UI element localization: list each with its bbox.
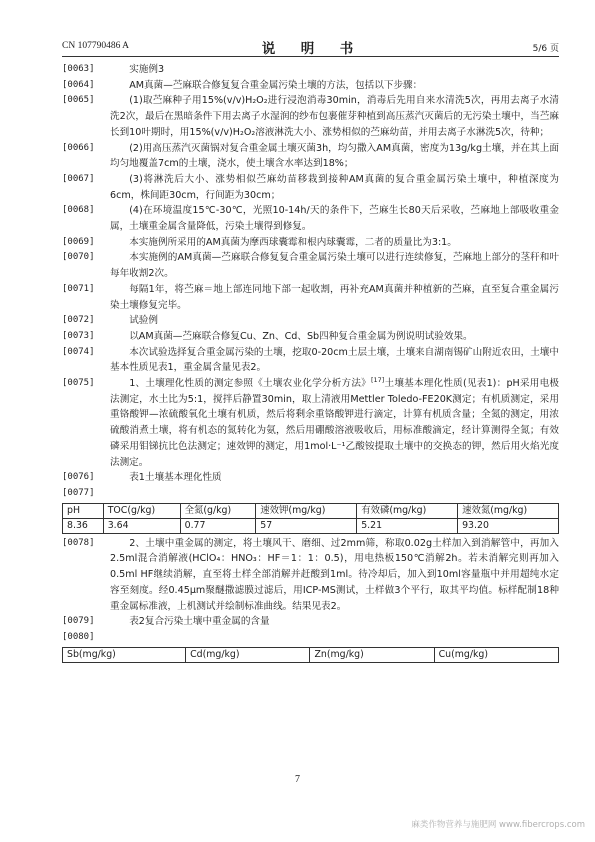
paragraph-number: [0070] — [62, 252, 95, 263]
table-header-cell: pH — [63, 503, 104, 518]
paragraph-text-part: 1、土壤理化性质的测定参照《土壤农业化学分析方法》 — [129, 378, 371, 390]
patent-number: CN 107790486 A — [62, 41, 130, 51]
page-number: 7 — [295, 774, 300, 785]
paragraph-number: [0071] — [62, 283, 95, 294]
table-value-cell: 8.36 — [63, 518, 104, 533]
paragraph — [62, 203, 559, 234]
paragraph-text: 本实施例的AM真菌—苎麻联合修复复合重金属污染土壤可以进行连续修复，苎麻地上部分的茎秆和叶每年收割2次。 — [110, 252, 559, 280]
table-header-cell: Zn(mg/kg) — [310, 647, 434, 662]
paragraph-text — [110, 486, 559, 502]
paragraph-text: (1)取苎麻种子用15%(v/v)H₂O₂进行浸泡消毒30min，消毒后先用自来水清洗5次，再用去离子水清洗2次，最后在黑暗条件下用去离子水湿润的纱布包裹催芽种植到高压蒸汽灭菌后的无污染土壤中，当苎麻长到10叶期时，用15%(v/v)H₂O₂溶液淋洗大小、涨势相似的苎麻幼苗，并用去离子水淋洗5次，待种； — [110, 95, 559, 138]
paragraph-number: [0079] — [62, 616, 95, 627]
paragraph-number: [0073] — [62, 330, 95, 341]
paragraph — [62, 282, 559, 313]
paragraph-number: [0065] — [62, 95, 95, 106]
paragraph — [62, 141, 559, 172]
paragraph-text: 每隔1年，将苎麻＝地上部连同地下部一起收割，再补充AM真菌并种植新的苎麻，直至复合重金属污染土壤修复完毕。 — [110, 283, 559, 311]
paragraph — [62, 93, 559, 140]
paragraph — [62, 376, 559, 470]
paragraph-text: AM真菌—苎麻联合修复复合重金属污染土壤的方法，包括以下步骤： — [129, 79, 423, 91]
paragraph-number: [0064] — [62, 79, 95, 90]
table-value-cell: 5.21 — [357, 518, 458, 533]
paragraph-number: [0074] — [62, 346, 95, 357]
paragraph-number: [0067] — [62, 173, 95, 184]
citation-ref: [17] — [370, 375, 385, 384]
paragraph-text-part: 土壤基本理化性质(见表1)：pH采用电极法测定，水土比为5:1，搅拌后静置30min，取上清液用Mettler Toledo-FE20K测定；有机质测定，采用重铬酸钾—浓硫酸氧化土壤有机质，然后将剩余重铬酸钾进行滴定，计算有机质含量；全氮的测定，用浓硫酸消煮土壤，将有机态的氮转化为氨，然后用硼酸溶液吸收后，用标准酸滴定，经计算测得全氮；有效磷采用钼锑抗比色法测定；速效钾的测定，用1mol·L⁻¹乙酸铵提取土壤中的交换态的钾，然后用火焰光度法测定。 — [110, 378, 559, 468]
paragraph-number: [0069] — [62, 236, 95, 247]
table-1-wrapper — [62, 503, 559, 534]
header-rule — [62, 56, 559, 57]
paragraph-text: 实施例3 — [129, 64, 165, 75]
paragraph-number: [0075] — [62, 378, 95, 389]
table-header-cell: Sb(mg/kg) — [63, 647, 186, 662]
paragraph-text: 以AM真菌—苎麻联合修复Cu、Zn、Cd、Sb四种复合重金属为例说明试验效果。 — [129, 330, 473, 342]
paragraph-number: [0078] — [62, 537, 95, 548]
paragraph-number: [0063] — [62, 64, 95, 74]
paragraph — [62, 486, 559, 502]
paragraph-text: 2、土壤中重金属的测定，将土壤风干、磨细、过2mm筛，称取0.02g土样加入到消解管中，再加入2.5ml混合消解液(HClO₄：HNO₃：HF＝1：1：0.5)，用电热板150℃消解2h。若未消解完则再加入0.5ml HF继续消解，直至将土样全部消解并赶酸到1ml。待冷却后，加入到10ml容量瓶中并用超纯水定容至刻度。经0.45μm聚醚撒滤膜过滤后，用ICP-MS测试，土样做3个平行，取其平均值。标样配制18种重金属标准液，上机测试并绘制标准曲线。结果见表2。 — [110, 537, 559, 612]
paragraph-text: 本实施例所采用的AM真菌为摩西球囊霉和根内球囊霉，二者的质量比为3:1。 — [129, 236, 457, 248]
paragraph — [62, 470, 559, 486]
paragraph-text — [110, 630, 559, 646]
paragraph — [62, 172, 559, 203]
table-header-cell: Cu(mg/kg) — [434, 647, 558, 662]
paragraph — [62, 536, 559, 615]
paragraph — [62, 345, 559, 376]
paragraph-number: [0076] — [62, 472, 95, 483]
table-value-cell: 93.20 — [458, 518, 559, 533]
table-header-cell: 有效磷(mg/kg) — [357, 503, 458, 518]
table-header-cell: 速效氮(mg/kg) — [458, 503, 559, 518]
paragraph-text: (4)在环境温度15℃-30℃，光照10-14h/天的条件下，苎麻生长80天后采收，苎麻地上部吸收重金属，土壤重金属含量降低，污染土壤得到修复。 — [110, 205, 559, 233]
paragraph-text: (3)将淋洗后大小、涨势相似苎麻幼苗移栽到接种AM真菌的复合重金属污染土壤中，种植深度为6cm，株间距30cm，行间距为30cm； — [110, 173, 559, 201]
table-header-cell: 全氮(g/kg) — [180, 503, 256, 518]
table-header-cell: 速效钾(mg/kg) — [256, 503, 357, 518]
paragraph — [62, 313, 559, 329]
page-indicator: 5/6 页 — [532, 44, 559, 54]
paragraph — [62, 329, 559, 345]
heavy-metal-table — [62, 647, 559, 663]
document-title: 说 明 书 — [261, 41, 360, 57]
paragraph-number: [0077] — [62, 487, 95, 498]
table-value-cell: 57 — [256, 518, 357, 533]
paragraph-text: 试验例 — [129, 315, 158, 327]
paragraph — [62, 78, 559, 94]
table-2-wrapper — [62, 647, 559, 663]
document-body — [62, 62, 559, 663]
paragraph-number: [0068] — [62, 205, 95, 216]
soil-properties-table — [62, 503, 559, 534]
paragraph-text: (2)用高压蒸汽灭菌锅对复合重金属土壤灭菌3h，均匀撒入AM真菌，密度为13g/kg土壤，并在其上面均匀地覆盖7cm的土壤，浇水，使土壤含水率达到18%； — [110, 142, 559, 170]
paragraph — [62, 250, 559, 281]
paragraph-text: 表1土壤基本理化性质 — [129, 472, 222, 484]
table-value-cell: 0.77 — [180, 518, 256, 533]
paragraph — [62, 235, 559, 251]
watermark: 麻类作物营养与施肥网 www.fibercrops.com — [411, 820, 585, 830]
paragraph — [62, 62, 559, 78]
paragraph-number: [0072] — [62, 315, 95, 326]
paragraph-text — [110, 376, 559, 470]
table-header-cell: Cd(mg/kg) — [186, 647, 310, 662]
page-header — [62, 38, 559, 57]
paragraph-number: [0066] — [62, 142, 95, 153]
table-value-cell: 3.64 — [103, 518, 180, 533]
table-header-cell: TOC(g/kg) — [103, 503, 180, 518]
paragraph-text: 本次试验选择复合重金属污染的土壤，挖取0-20cm土层土壤，土壤来自湖南锡矿山附近农田，土壤中基本性质见表1，重金属含量见表2。 — [110, 346, 559, 374]
paragraph-number: [0080] — [62, 631, 95, 642]
paragraph — [62, 614, 559, 630]
paragraph-text: 表2复合污染土壤中重金属的含量 — [129, 616, 270, 628]
paragraph — [62, 630, 559, 646]
